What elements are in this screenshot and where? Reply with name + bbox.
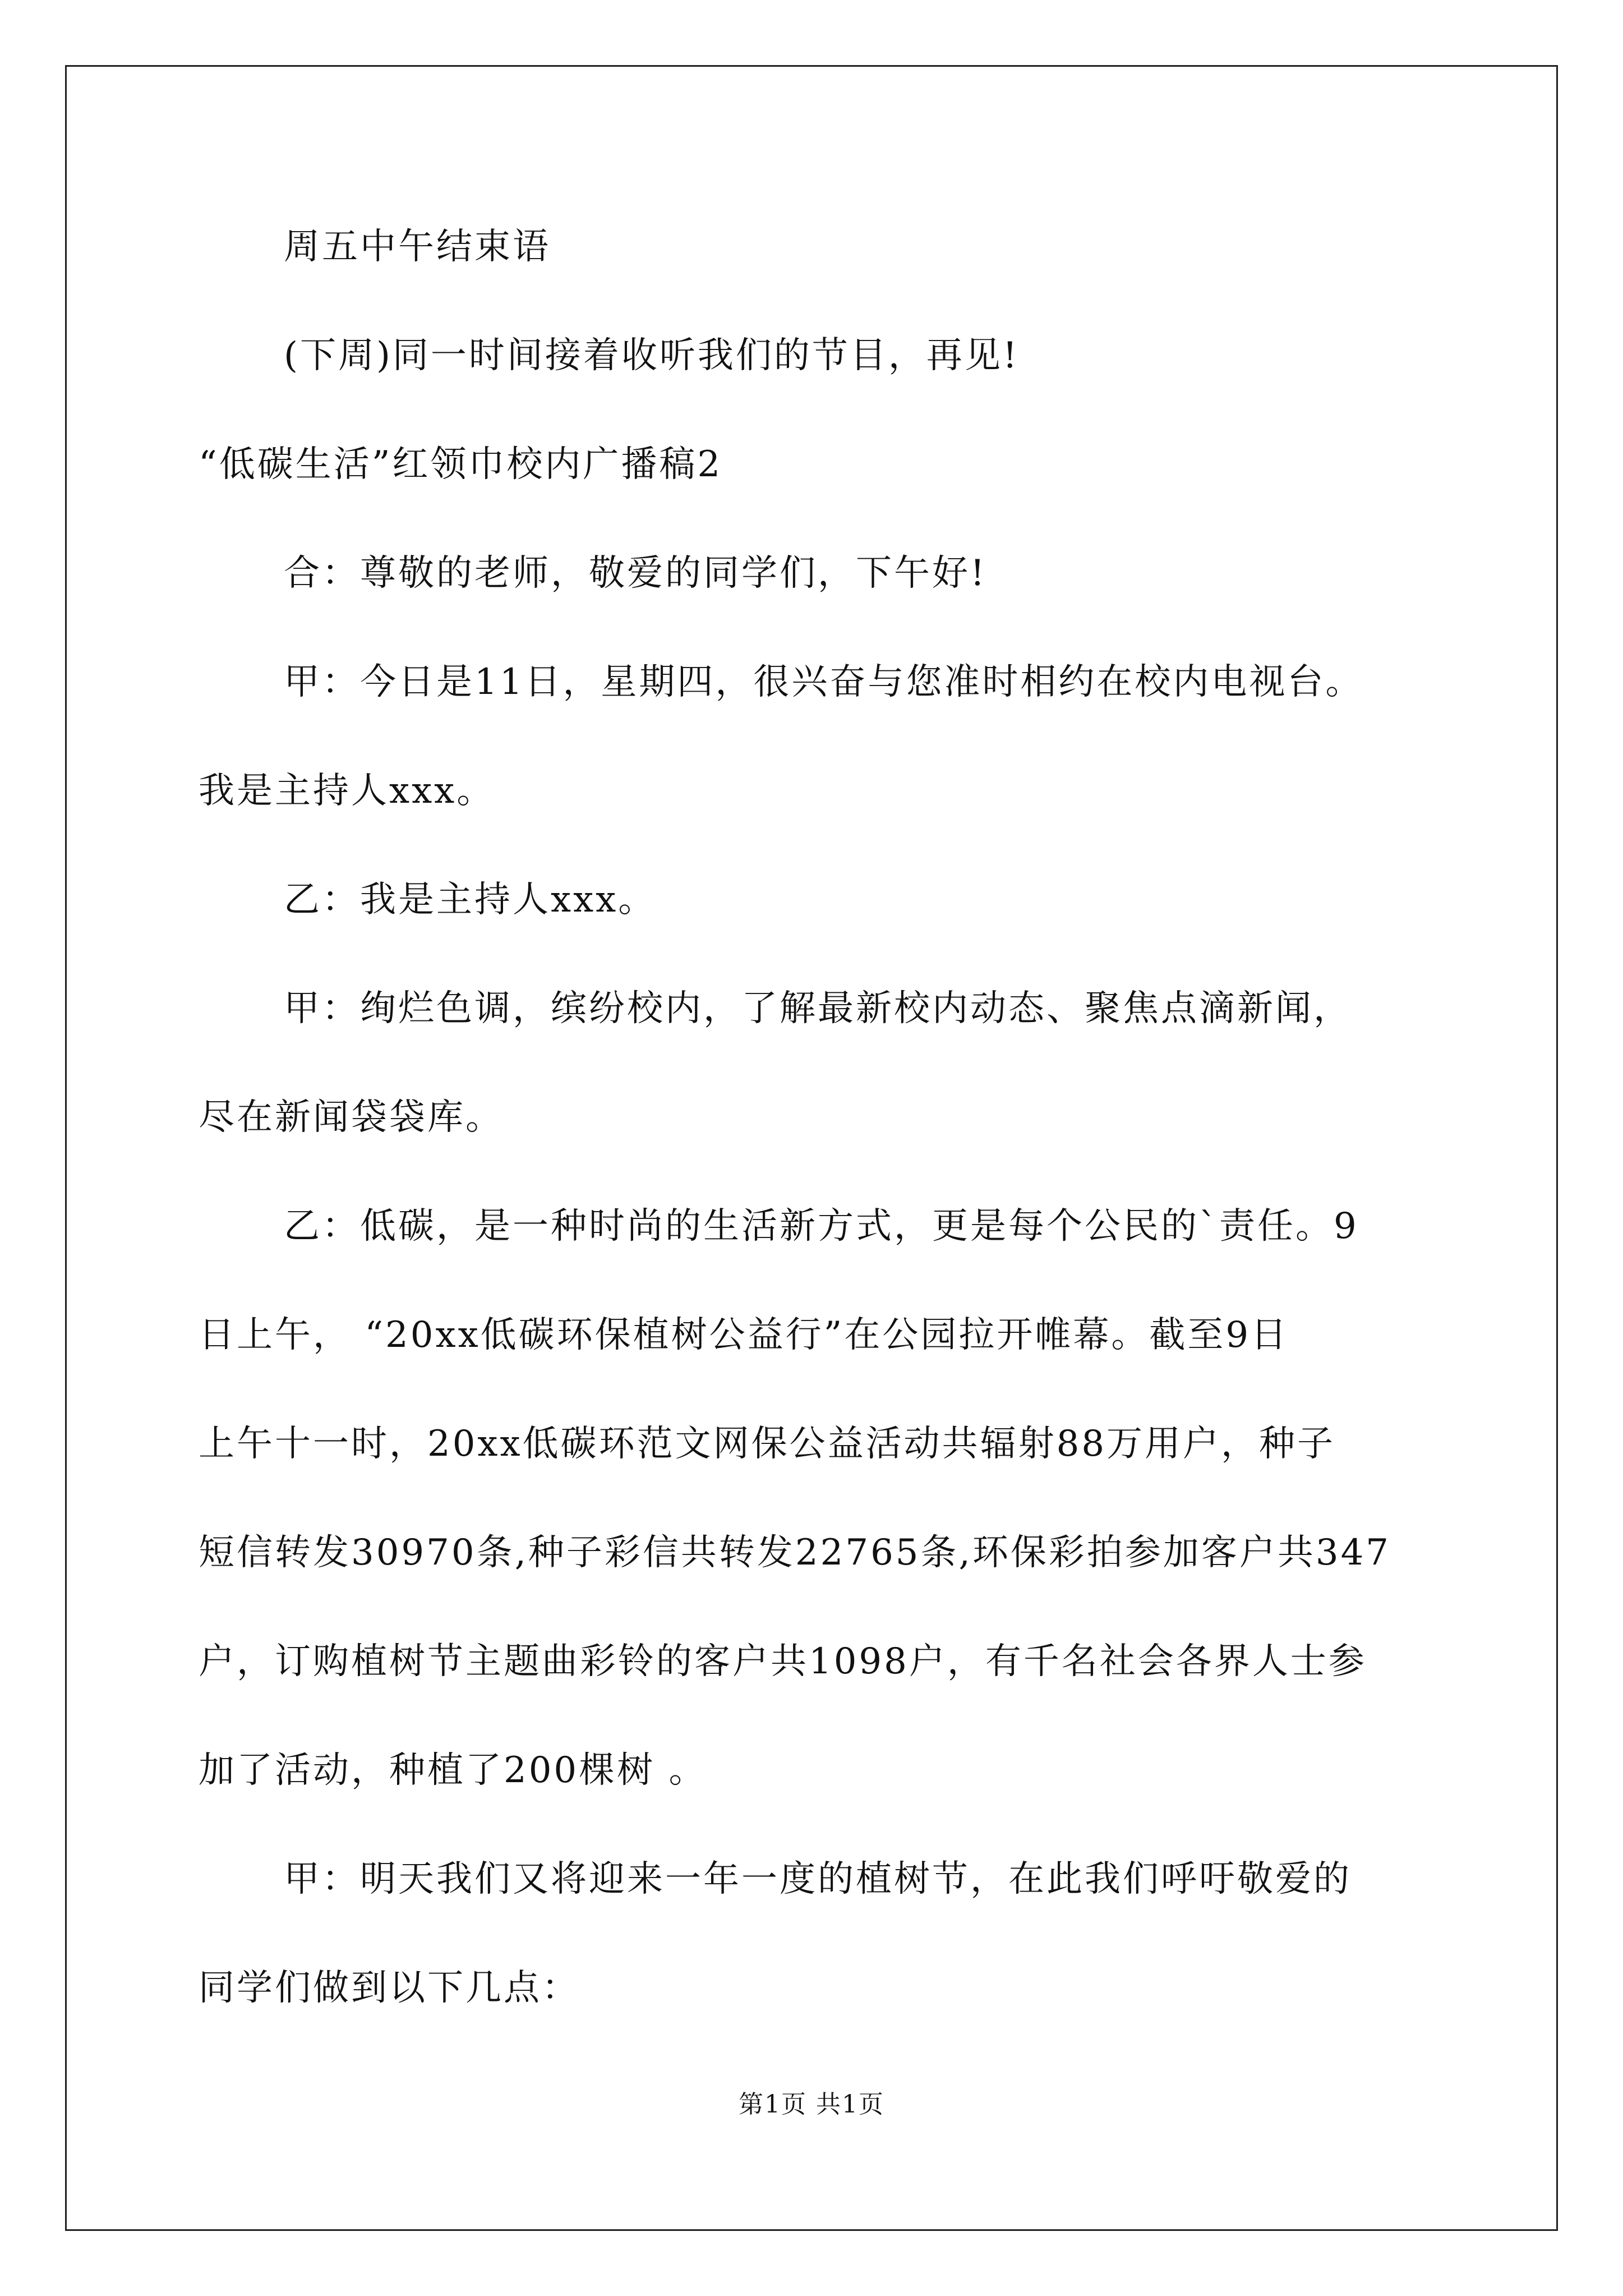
paragraph-line: 我是主持人xxx。 bbox=[199, 770, 495, 812]
paragraph-line: 同学们做到以下几点： bbox=[199, 1967, 580, 2009]
paragraph-line: 甲：明天我们又将迎来一年一度的植树节，在此我们呼吁敬爱的 bbox=[284, 1858, 1352, 1900]
page-border bbox=[65, 65, 1558, 2231]
paragraph-line: 加了活动，种植了200棵树 。 bbox=[199, 1750, 707, 1791]
paragraph-line: 户，订购植树节主题曲彩铃的客户共1098户，有千名社会各界人士参 bbox=[199, 1641, 1367, 1682]
paragraph-line: 乙：我是主持人xxx。 bbox=[284, 879, 657, 921]
paragraph-line: 短信转发30970条,种子彩信共转发22765条,环保彩拍参加客户共347 bbox=[199, 1532, 1391, 1573]
paragraph-line: 尽在新闻袋袋库。 bbox=[199, 1097, 504, 1138]
paragraph-line: 甲：绚烂色调，缤纷校内，了解最新校内动态、聚焦点滴新闻， bbox=[284, 988, 1352, 1029]
paragraph-line: 甲：今日是11日，星期四，很兴奋与您准时相约在校内电视台。 bbox=[284, 661, 1364, 703]
section-heading: 周五中午结束语 bbox=[284, 226, 551, 268]
paragraph-line: 日上午， “20xx低碳环保植树公益行”在公园拉开帷幕。截至9日 bbox=[199, 1314, 1289, 1356]
paragraph-line: 合：尊敬的老师，敬爱的同学们，下午好! bbox=[284, 553, 987, 594]
paragraph-line: 乙：低碳，是一种时尚的生活新方式，更是每个公民的`责任。9 bbox=[284, 1205, 1359, 1247]
document-title: “低碳生活”红领巾校内广播稿2 bbox=[199, 444, 723, 485]
paragraph-line: 上午十一时，20xx低碳环范文网保公益活动共辐射88万用户，种子 bbox=[199, 1423, 1336, 1465]
paragraph-line: (下周)同一时间接着收听我们的节目，再见! bbox=[284, 335, 1020, 376]
page-number-footer: 第1页 共1页 bbox=[739, 2090, 884, 2119]
